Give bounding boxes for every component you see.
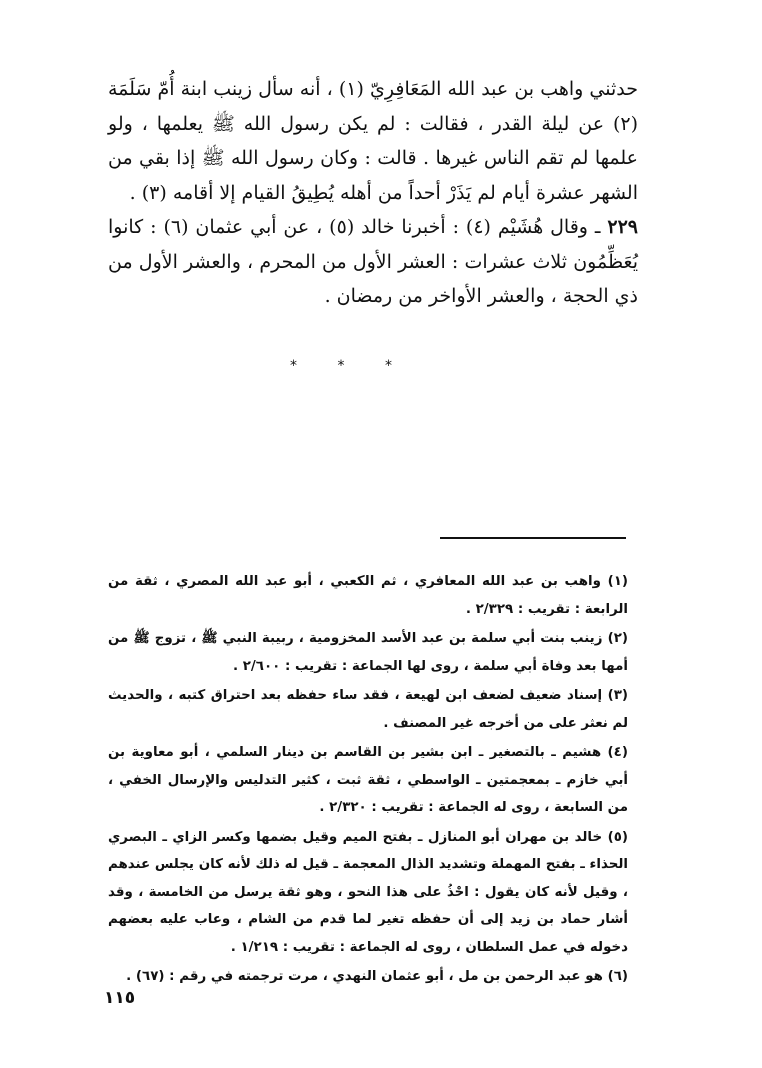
footnote-text: واهب بن عبد الله المعافري ، ثم الكعبي ، أبو عبد الله المصري ، ثقة من الرابعة : تقريب : ٢/٣٢٩ .	[108, 574, 628, 617]
footnote-text: خالد بن مهران أبو المنازل ـ بفتح الميم وقيل بضمها وكسر الزاي ـ البصري الحذاء ـ بفتح المهملة وتشديد الذال المعجمة ـ قيل له ذلك لأنه كان يجلس عندهم ، وقيل لأنه كان يقول : احْذُ على هذا النحو ، وهو ثقة يرسل من الخامسة ، وقد أشار حماد بن زيد إلى أن حفظه تغير لما قدم من الشام ، وعاب عليه بعضهم دخوله في عمل السلطان ، روى له الجماعة : تقريب : ١/٢١٩ .	[108, 829, 628, 955]
footnote-number: (٣)	[607, 688, 628, 703]
footnote-text: إسناد ضعيف لضعف ابن لهيعة ، فقد ساء حفظه بعد احتراق كتبه ، والحديث لم نعثر على من أخرجه غير المصنف .	[108, 688, 628, 731]
footnotes	[108, 568, 628, 993]
main-text	[108, 72, 638, 314]
footnote-number: (٢)	[607, 631, 628, 646]
footnote-number: (١)	[607, 574, 628, 589]
hadith-paragraph-1: حدثني واهب بن عبد الله المَعَافِرِيّ (١) ، أنه سأل زينب ابنة أُمّ سَلَمَة (٢) عن ليلة القدر ، فقالت : لم يكن رسول الله ﷺ يعلمها ، ولو علمها لم تقم الناس غيرها . قالت : وكان رسول الله ﷺ إذا بقي من الشهر عشرة أيام لم يَذَرْ أحداً من أهله يُطِيقُ القيام إلا أقامه (٣) .	[108, 78, 639, 204]
footnote-number: (٥)	[607, 829, 628, 845]
footnote-text: زينب بنت أبي سلمة بن عبد الأسد المخزومية ، ربيبة النبي ﷺ ، تزوج ﷺ من أمها بعد وفاة أبي سلمة ، روى لها الجماعة : تقريب : ٢/٦٠٠ .	[108, 631, 628, 674]
footnote	[108, 625, 628, 680]
page-number: ١١٥	[104, 988, 136, 1008]
footnote	[108, 963, 628, 991]
footnote	[108, 682, 628, 737]
footnote	[108, 739, 628, 822]
footnote	[108, 568, 628, 623]
hadith-paragraph-2	[108, 210, 638, 314]
hadith-paragraph-2-text: ـ وقال هُشَيْم (٤) : أخبرنا خالد (٥) ، عن أبي عثمان (٦) : كانوا يُعَظِّمُون ثلاث عشرات : العشر الأول من المحرم ، والعشر الأول من ذي الحجة ، والعشر الأواخر من رمضان .	[108, 216, 638, 307]
footnote	[108, 824, 628, 962]
section-separator: * * *	[290, 358, 410, 374]
footnote-text: هو عبد الرحمن بن مل ، أبو عثمان النهدي ، مرت ترجمته في رقم : (٦٧) .	[126, 969, 603, 984]
footnote-number: (٦)	[607, 969, 628, 984]
footnote-number: (٤)	[607, 745, 628, 760]
hadith-number: ٢٢٩	[607, 216, 639, 238]
footnote-text: هشيم ـ بالتصغير ـ ابن بشير بن القاسم بن دينار السلمي ، أبو معاوية بن أبي خازم ـ بمعجمتين ـ الواسطي ، ثقة ثبت ، كثير التدليس والإرسال الخفي ، من السابعة ، روى له الجماعة : تقريب : ٢/٣٢٠ .	[108, 745, 628, 815]
footnote-divider	[440, 537, 626, 539]
